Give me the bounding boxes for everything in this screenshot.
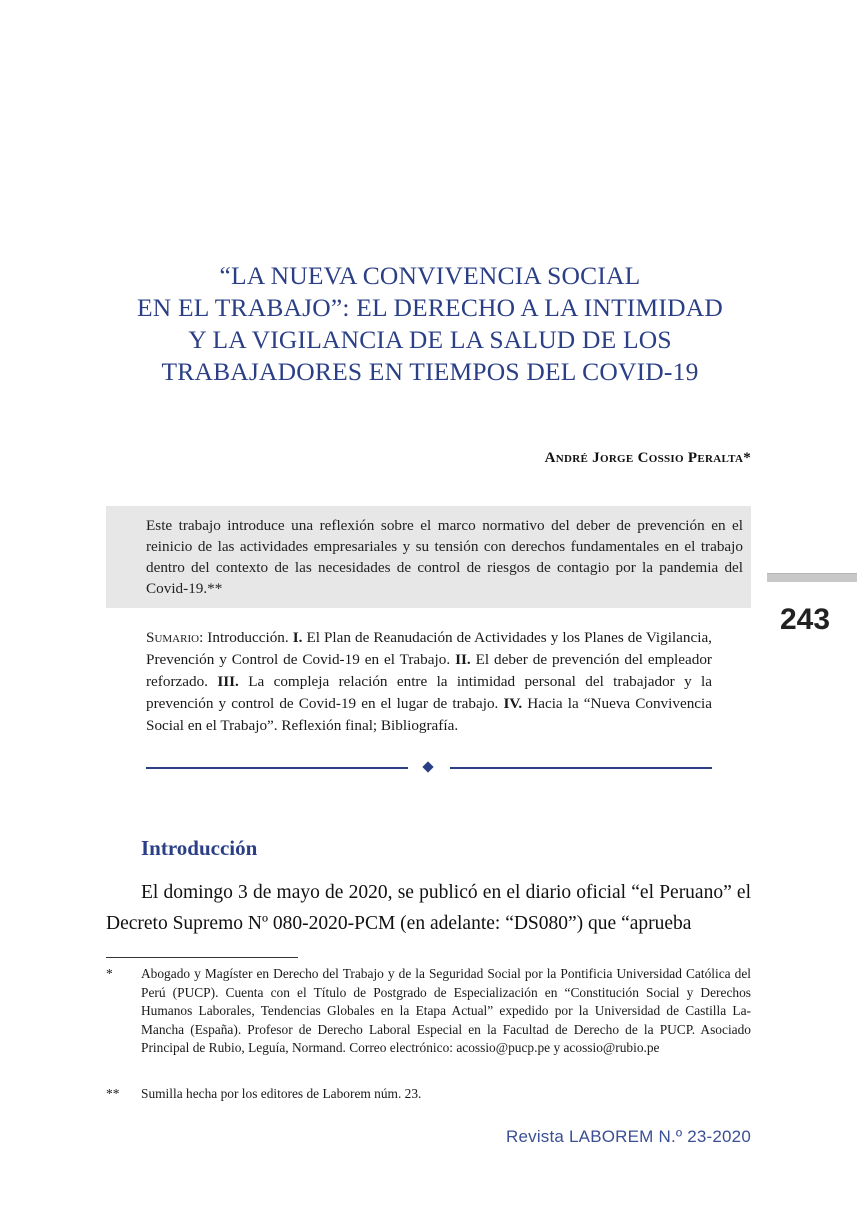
journal-footer: Revista LABOREM N.º 23-2020 bbox=[506, 1127, 751, 1146]
author-name: André Jorge Cossio Peralta* bbox=[544, 450, 751, 466]
summary-item-text: Hacia la “Nueva Convivencia Social en el Trabajo”. Reflexión final; Bibliografía. bbox=[146, 695, 713, 734]
abstract-text: Este trabajo introduce una reflexión sobre el marco normativo del deber de prevención en el reinicio de las actividades empresariales y su tensión con derechos fundamentales en el trabajo dentro del contexto de las necesidades de control de riesgos de contagio por la pandemia del Covid-19.** bbox=[146, 517, 743, 597]
divider-line-left bbox=[146, 767, 408, 769]
margin-tab bbox=[767, 574, 857, 582]
summary-item-num: IV. bbox=[503, 695, 523, 712]
footnote bbox=[106, 1085, 751, 1104]
summary-item-num: III. bbox=[217, 673, 239, 690]
summary-item-num: I. bbox=[292, 629, 303, 646]
footnote-text: Sumilla hecha por los editores de Laborem núm. 23. bbox=[141, 1086, 422, 1101]
summary-intro: : Introducción. bbox=[199, 629, 293, 646]
section-heading: Introducción bbox=[141, 836, 258, 860]
summary bbox=[146, 627, 712, 737]
summary-item-num: II. bbox=[455, 651, 471, 668]
divider-line-right bbox=[450, 767, 712, 769]
title-line: EN EL TRABAJO”: EL DERECHO A LA INTIMIDAD bbox=[137, 293, 723, 322]
summary-label: Sumario bbox=[146, 629, 200, 646]
page-number: 243 bbox=[780, 603, 831, 636]
summary-item-text: El deber de prevención del empleador reforzado. bbox=[146, 651, 712, 690]
footnote-text: Abogado y Magíster en Derecho del Trabajo y de la Seguridad Social por la Pontificia Universidad Católica del Perú (PUCP). Cuenta con el Título de Postgrado de Especialización en “Constitución Social y Derechos Humanos Laborales, Tendencias Globales en la Etapa Actual” expedido por la Universidad de Castilla La-Mancha (España). Profesor de Derecho Laboral Especial en la Facultad de Derecho de la PUCP. Asociado Principal de Rubio, Leguía, Normand. Correo electrónico: acossio@pucp.pe y acossio@rubio.pe bbox=[141, 966, 751, 1055]
summary-item-text: El Plan de Reanudación de Actividades y los Planes de Vigilancia, Prevención y Control de Covid-19 en el Trabajo. bbox=[146, 629, 712, 668]
abstract-box bbox=[106, 506, 751, 608]
title-line: TRABAJADORES EN TIEMPOS DEL COVID-19 bbox=[161, 357, 699, 386]
title-line: Y LA VIGILANCIA DE LA SALUD DE LOS bbox=[188, 325, 672, 354]
diamond-ornament-icon bbox=[422, 761, 433, 772]
footnote-mark: * bbox=[106, 966, 113, 981]
footnote-mark: ** bbox=[106, 1086, 120, 1101]
summary-item-text: La compleja relación entre la intimidad personal del trabajador y la prevención y control de Covid-19 en el lugar de trabajo. bbox=[146, 673, 712, 712]
footnote-rule bbox=[106, 957, 298, 958]
article-title bbox=[60, 260, 800, 388]
footnote bbox=[106, 965, 751, 1058]
body-paragraph: El domingo 3 de mayo de 2020, se publicó en el diario oficial “el Peruano” el Decreto Supremo Nº 080-2020-PCM (en adelante: “DS080”) que “aprueba bbox=[106, 882, 751, 934]
title-line: “LA NUEVA CONVIVENCIA SOCIAL bbox=[219, 261, 641, 290]
